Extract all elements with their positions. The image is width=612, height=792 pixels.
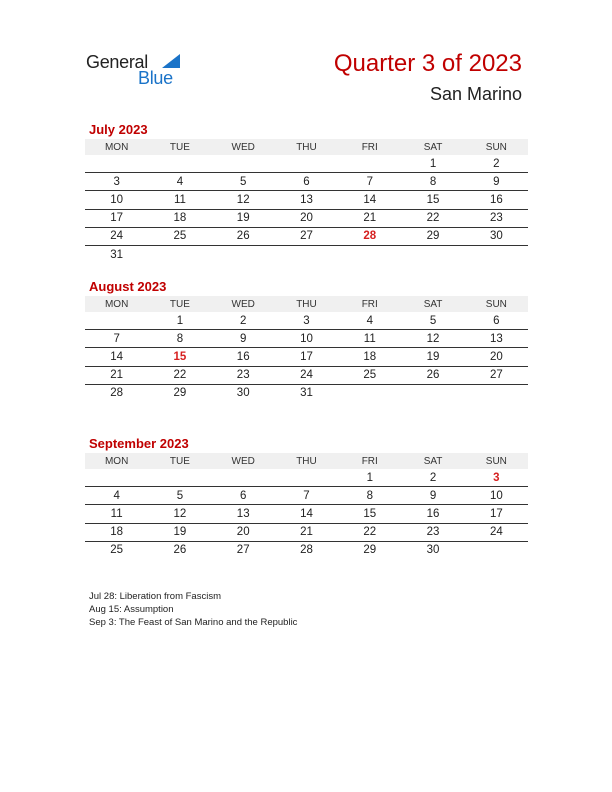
day-cell: 29 [401, 227, 464, 245]
day-cell: 18 [338, 348, 401, 366]
day-cell: 16 [465, 191, 528, 209]
week-row [85, 227, 528, 245]
weekday-header: SUN [465, 296, 528, 312]
day-cell: 17 [275, 348, 338, 366]
day-cell: 11 [148, 191, 211, 209]
month-grid [85, 139, 528, 263]
day-cell: 3 [465, 469, 528, 487]
day-cell: 31 [300, 387, 313, 400]
day-cell [148, 155, 211, 173]
day-cell: 27 [275, 227, 338, 245]
week-row [85, 523, 528, 541]
day-cell: 31 [110, 248, 124, 261]
week-row [85, 155, 528, 173]
week-row [85, 469, 528, 487]
day-cell: 7 [275, 487, 338, 505]
weekday-header: MON [85, 296, 148, 312]
day-cell: 28 [110, 387, 124, 400]
week-row [85, 505, 528, 523]
country-name: San Marino [429, 84, 522, 104]
day-cell: 2 [401, 469, 464, 487]
holiday-note: Jul 28: Liberation from Fascism [89, 591, 221, 602]
weekday-header: SUN [465, 453, 528, 469]
day-cell: 13 [212, 505, 275, 523]
weekday-header: FRI [338, 296, 401, 312]
day-cell [148, 245, 211, 263]
weekday-header: WED [212, 453, 275, 469]
day-cell [212, 245, 275, 263]
weekday-header: WED [212, 296, 275, 312]
day-cell [465, 245, 528, 263]
day-cell: 4 [338, 312, 401, 330]
day-cell: 22 [338, 523, 401, 541]
logo-word-general: General [86, 52, 148, 72]
day-cell: 13 [275, 191, 338, 209]
day-cell: 10 [85, 191, 148, 209]
day-cell: 12 [212, 191, 275, 209]
day-cell: 21 [275, 523, 338, 541]
day-cell: 17 [85, 209, 148, 227]
day-cell [212, 469, 275, 487]
day-cell: 9 [465, 173, 528, 191]
week-row [85, 541, 528, 559]
day-cell [338, 155, 401, 173]
day-cell: 24 [85, 227, 148, 245]
month-calendar [85, 121, 528, 263]
month-calendar [85, 278, 528, 402]
holiday-note: Aug 15: Assumption [89, 604, 174, 615]
day-cell: 6 [212, 487, 275, 505]
logo-word-blue: Blue [138, 68, 173, 88]
day-cell: 13 [465, 330, 528, 348]
day-cell: 5 [212, 173, 275, 191]
week-row [85, 330, 528, 348]
day-cell: 25 [110, 544, 124, 557]
weekday-header: MON [85, 139, 148, 155]
weekday-header: SAT [401, 453, 464, 469]
day-cell: 1 [401, 155, 464, 173]
day-cell: 5 [148, 487, 211, 505]
day-cell [85, 312, 148, 330]
weekday-header: THU [275, 296, 338, 312]
day-cell: 1 [148, 312, 211, 330]
day-cell: 14 [275, 505, 338, 523]
week-row [85, 312, 528, 330]
day-cell: 27 [236, 544, 250, 557]
day-cell: 16 [212, 348, 275, 366]
day-cell: 30 [236, 387, 250, 400]
day-cell [275, 469, 338, 487]
day-cell: 27 [465, 366, 528, 384]
holiday-note: Sep 3: The Feast of San Marino and the Republic [89, 617, 298, 628]
day-cell [465, 384, 528, 402]
week-row [85, 173, 528, 191]
day-cell: 14 [85, 348, 148, 366]
day-cell: 9 [401, 487, 464, 505]
day-cell: 20 [212, 523, 275, 541]
weekday-header: MON [85, 453, 148, 469]
day-cell: 6 [465, 312, 528, 330]
day-cell: 18 [148, 209, 211, 227]
day-cell: 8 [401, 173, 464, 191]
weekday-header: FRI [338, 453, 401, 469]
day-cell: 8 [148, 330, 211, 348]
day-cell: 19 [148, 523, 211, 541]
day-cell: 29 [173, 387, 187, 400]
day-cell: 20 [465, 348, 528, 366]
weekday-header: SUN [465, 139, 528, 155]
day-cell [275, 245, 338, 263]
day-cell: 29 [363, 544, 377, 557]
week-row [85, 348, 528, 366]
day-cell: 21 [338, 209, 401, 227]
weekday-header: TUE [148, 453, 211, 469]
day-cell: 26 [212, 227, 275, 245]
day-cell: 21 [85, 366, 148, 384]
day-cell: 7 [85, 330, 148, 348]
week-row [85, 366, 528, 384]
week-row [85, 245, 528, 263]
month-title: July 2023 [89, 122, 148, 137]
day-cell: 14 [338, 191, 401, 209]
weekday-header: THU [275, 139, 338, 155]
weekday-header-row [85, 139, 528, 155]
logo-triangle-icon [162, 54, 180, 68]
month-grid [85, 296, 528, 402]
weekday-header: FRI [338, 139, 401, 155]
day-cell: 26 [173, 544, 187, 557]
day-cell [212, 155, 275, 173]
day-cell: 5 [401, 312, 464, 330]
weekday-header: SAT [401, 139, 464, 155]
day-cell: 10 [465, 487, 528, 505]
day-cell [401, 384, 464, 402]
month-title: September 2023 [89, 436, 189, 451]
day-cell: 30 [465, 227, 528, 245]
day-cell: 24 [275, 366, 338, 384]
month-grid [85, 453, 528, 559]
day-cell: 2 [212, 312, 275, 330]
day-cell: 16 [401, 505, 464, 523]
day-cell [148, 469, 211, 487]
day-cell: 7 [338, 173, 401, 191]
holiday-notes [89, 590, 297, 629]
day-cell: 12 [148, 505, 211, 523]
day-cell: 2 [465, 155, 528, 173]
day-cell: 19 [212, 209, 275, 227]
day-cell: 28 [300, 544, 313, 557]
day-cell: 3 [85, 173, 148, 191]
day-cell: 22 [148, 366, 211, 384]
day-cell: 4 [148, 173, 211, 191]
week-row [85, 487, 528, 505]
week-row [85, 384, 528, 402]
day-cell [275, 155, 338, 173]
day-cell [85, 469, 148, 487]
month-calendar [85, 435, 528, 559]
day-cell: 25 [338, 366, 401, 384]
day-cell: 11 [85, 505, 148, 523]
day-cell: 18 [85, 523, 148, 541]
day-cell: 1 [338, 469, 401, 487]
day-cell: 24 [465, 523, 528, 541]
weekday-header: TUE [148, 296, 211, 312]
day-cell: 15 [338, 505, 401, 523]
week-row [85, 191, 528, 209]
weekday-header: TUE [148, 139, 211, 155]
brand-logo [86, 50, 196, 92]
day-cell: 8 [338, 487, 401, 505]
day-cell: 28 [338, 227, 401, 245]
day-cell: 23 [212, 366, 275, 384]
week-row [85, 209, 528, 227]
day-cell: 15 [148, 348, 211, 366]
day-cell: 6 [275, 173, 338, 191]
day-cell: 17 [465, 505, 528, 523]
day-cell: 10 [275, 330, 338, 348]
day-cell [338, 384, 401, 402]
day-cell: 23 [465, 209, 528, 227]
weekday-header-row [85, 296, 528, 312]
weekday-header-row [85, 453, 528, 469]
day-cell: 9 [212, 330, 275, 348]
day-cell: 12 [401, 330, 464, 348]
day-cell: 30 [426, 544, 440, 557]
day-cell: 19 [401, 348, 464, 366]
day-cell [85, 155, 148, 173]
month-title: August 2023 [89, 279, 167, 294]
day-cell: 22 [401, 209, 464, 227]
day-cell: 20 [275, 209, 338, 227]
page-title: Quarter 3 of 2023 [333, 50, 522, 77]
day-cell: 23 [401, 523, 464, 541]
weekday-header: SAT [401, 296, 464, 312]
day-cell: 26 [401, 366, 464, 384]
day-cell: 4 [85, 487, 148, 505]
day-cell: 25 [148, 227, 211, 245]
day-cell: 11 [338, 330, 401, 348]
day-cell: 15 [401, 191, 464, 209]
day-cell [338, 245, 401, 263]
day-cell [401, 245, 464, 263]
weekday-header: THU [275, 453, 338, 469]
day-cell [465, 541, 528, 559]
weekday-header: WED [212, 139, 275, 155]
day-cell: 3 [275, 312, 338, 330]
